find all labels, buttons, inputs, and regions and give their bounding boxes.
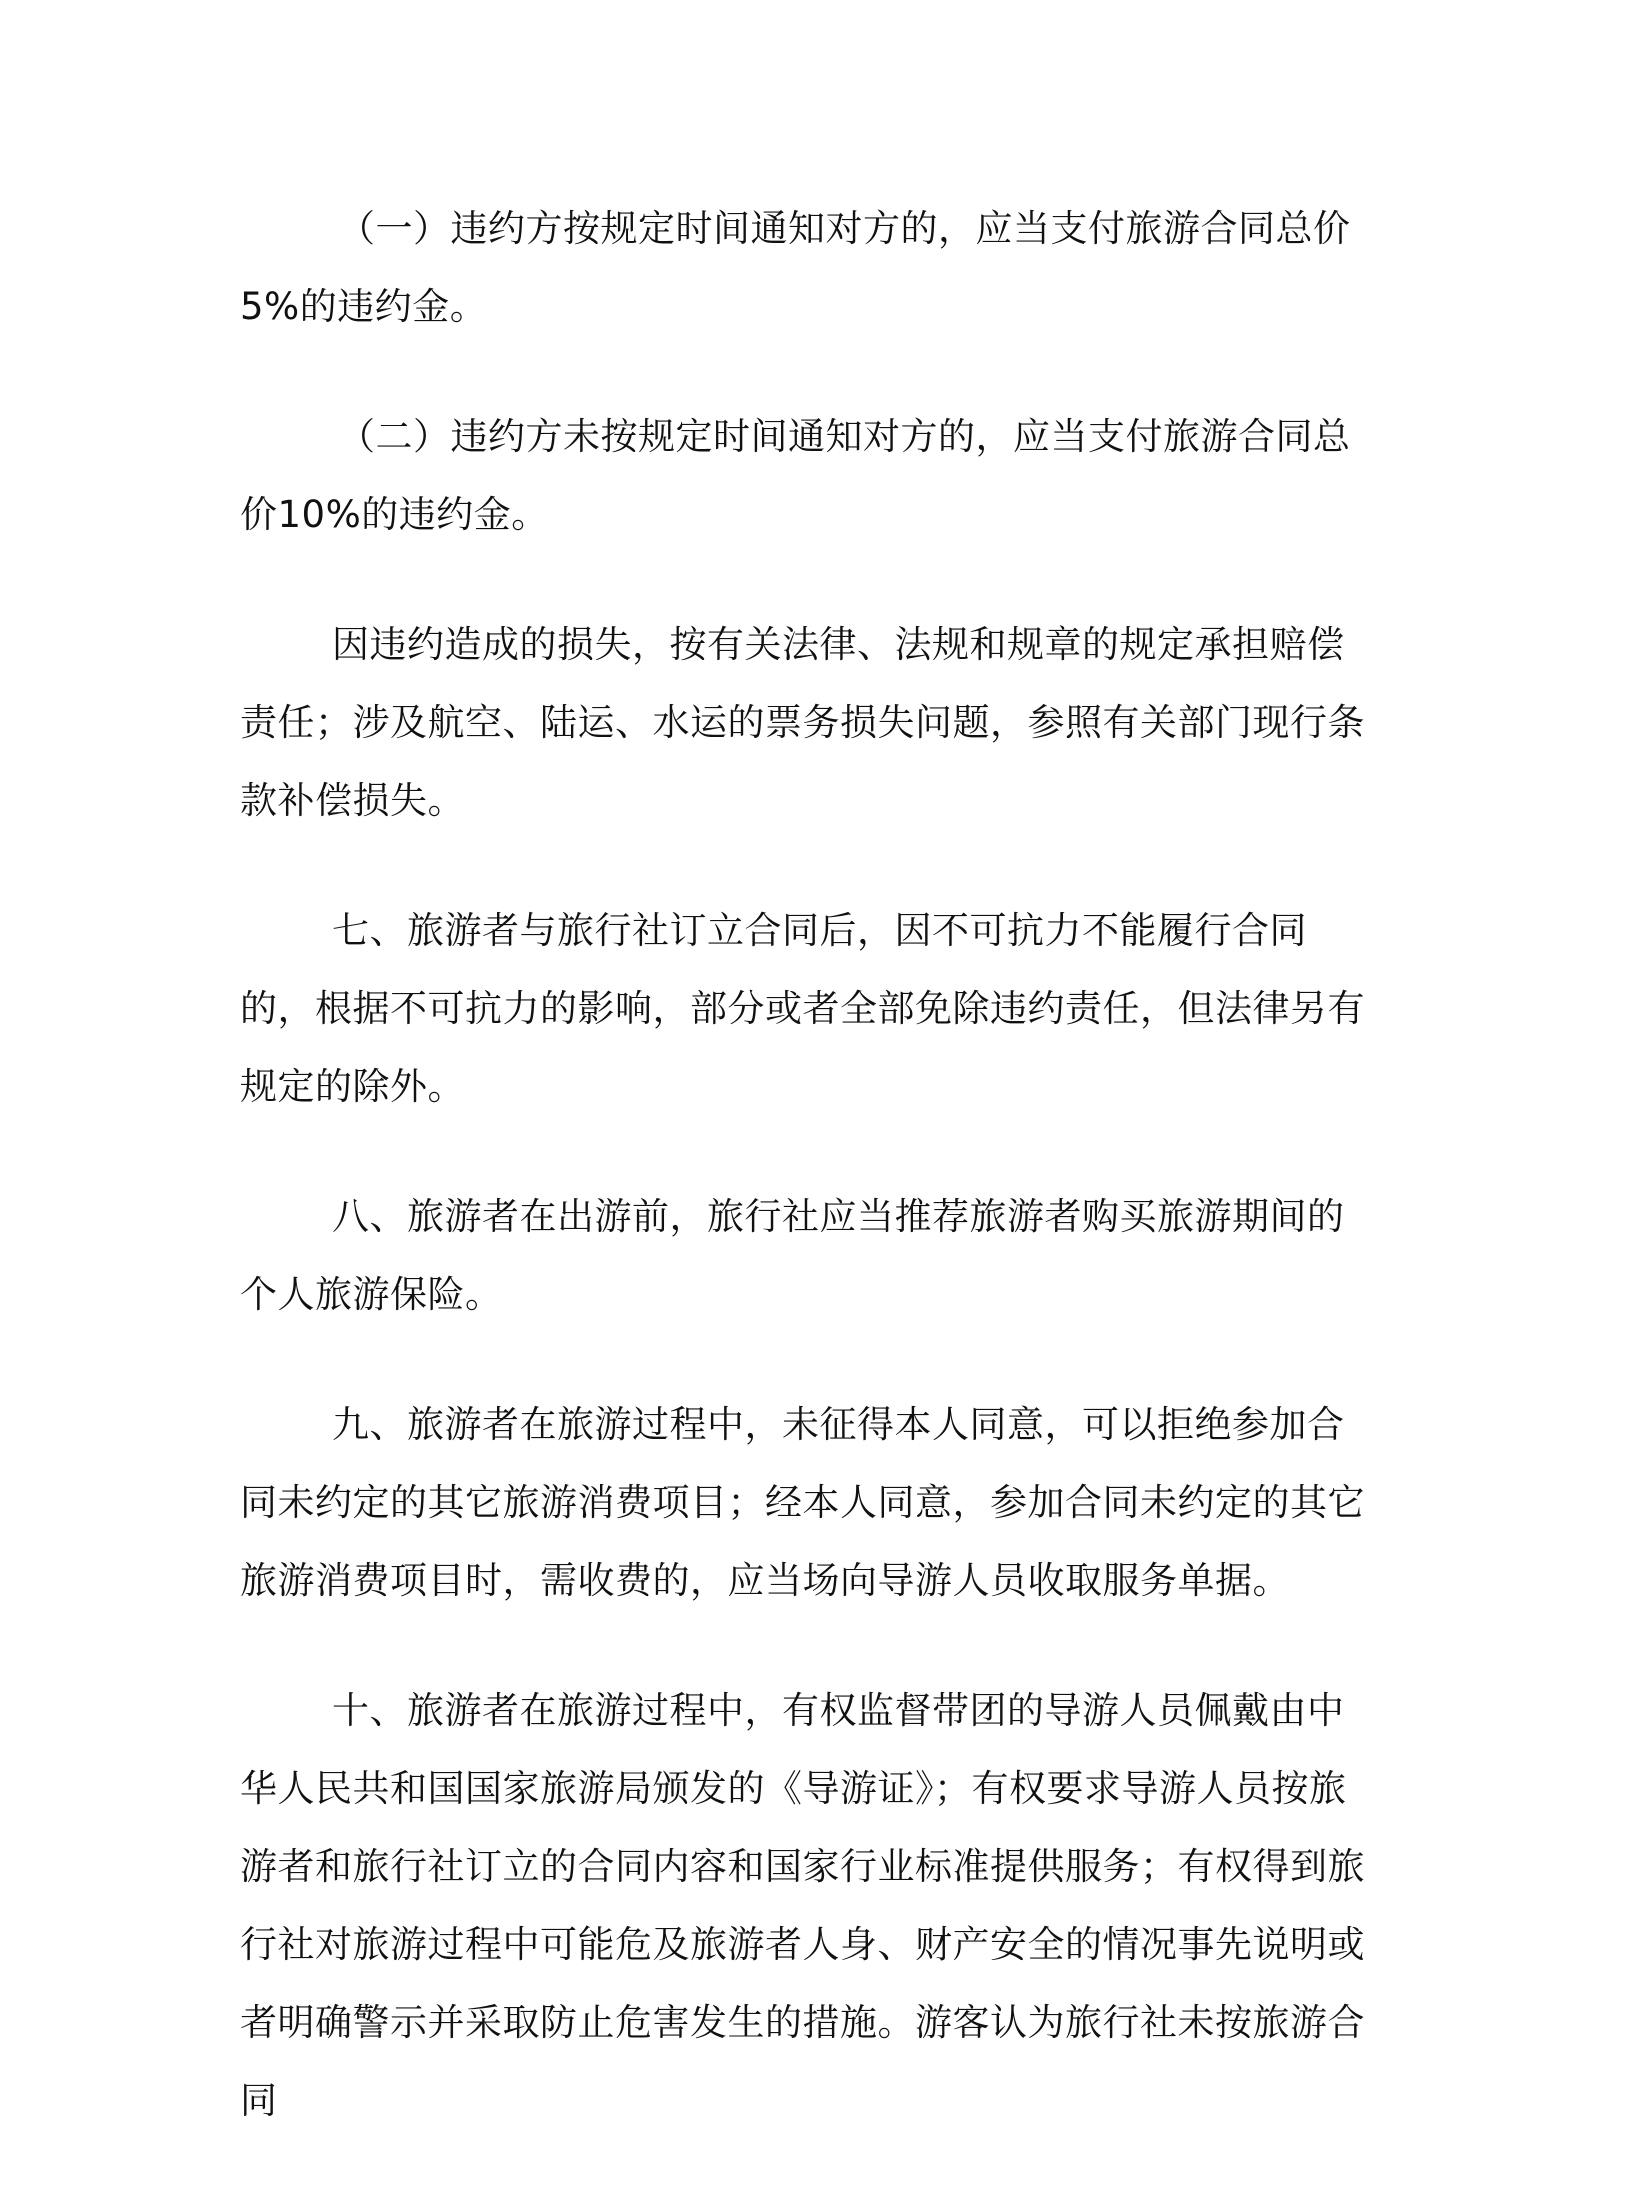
clause-seven-paragraph: 七、旅游者与旅行社订立合同后，因不可抗力不能履行合同的，根据不可抗力的影响，部分或者全部免除违约责任，但法律另有规定的除外。 — [240, 909, 1365, 1108]
clause-eight-paragraph: 八、旅游者在出游前，旅行社应当推荐旅游者购买旅游期间的个人旅游保险。 — [240, 1195, 1345, 1316]
document-body — [240, 190, 1380, 2192]
clause-ten-paragraph: 十、旅游者在旅游过程中，有权监督带团的导游人员佩戴由中华人民共和国国家旅游局颁发的《导游证》；有权要求导游人员按旅游者和旅行社订立的合同内容和国家行业标准提供服务；有权得到旅行社对旅游过程中可能危及旅游者人身、财产安全的情况事先说明或者明确警示并采取防止危害发生的措施。游客认为旅行社未按旅游合同 — [240, 1689, 1365, 2122]
clause-paragraph-2: （二）违约方未按规定时间通知对方的，应当支付旅游合同总价10%的违约金。 — [240, 415, 1351, 536]
loss-compensation-paragraph: 因违约造成的损失，按有关法律、法规和规章的规定承担赔偿责任；涉及航空、陆运、水运的票务损失问题，参照有关部门现行条款补偿损失。 — [240, 623, 1365, 822]
clause-paragraph-1: （一）违约方按规定时间通知对方的，应当支付旅游合同总价5%的违约金。 — [240, 207, 1351, 328]
clause-nine-paragraph: 九、旅游者在旅游过程中，未征得本人同意，可以拒绝参加合同未约定的其它旅游消费项目；经本人同意，参加合同未约定的其它旅游消费项目时，需收费的，应当场向导游人员收取服务单据。 — [240, 1403, 1365, 1602]
